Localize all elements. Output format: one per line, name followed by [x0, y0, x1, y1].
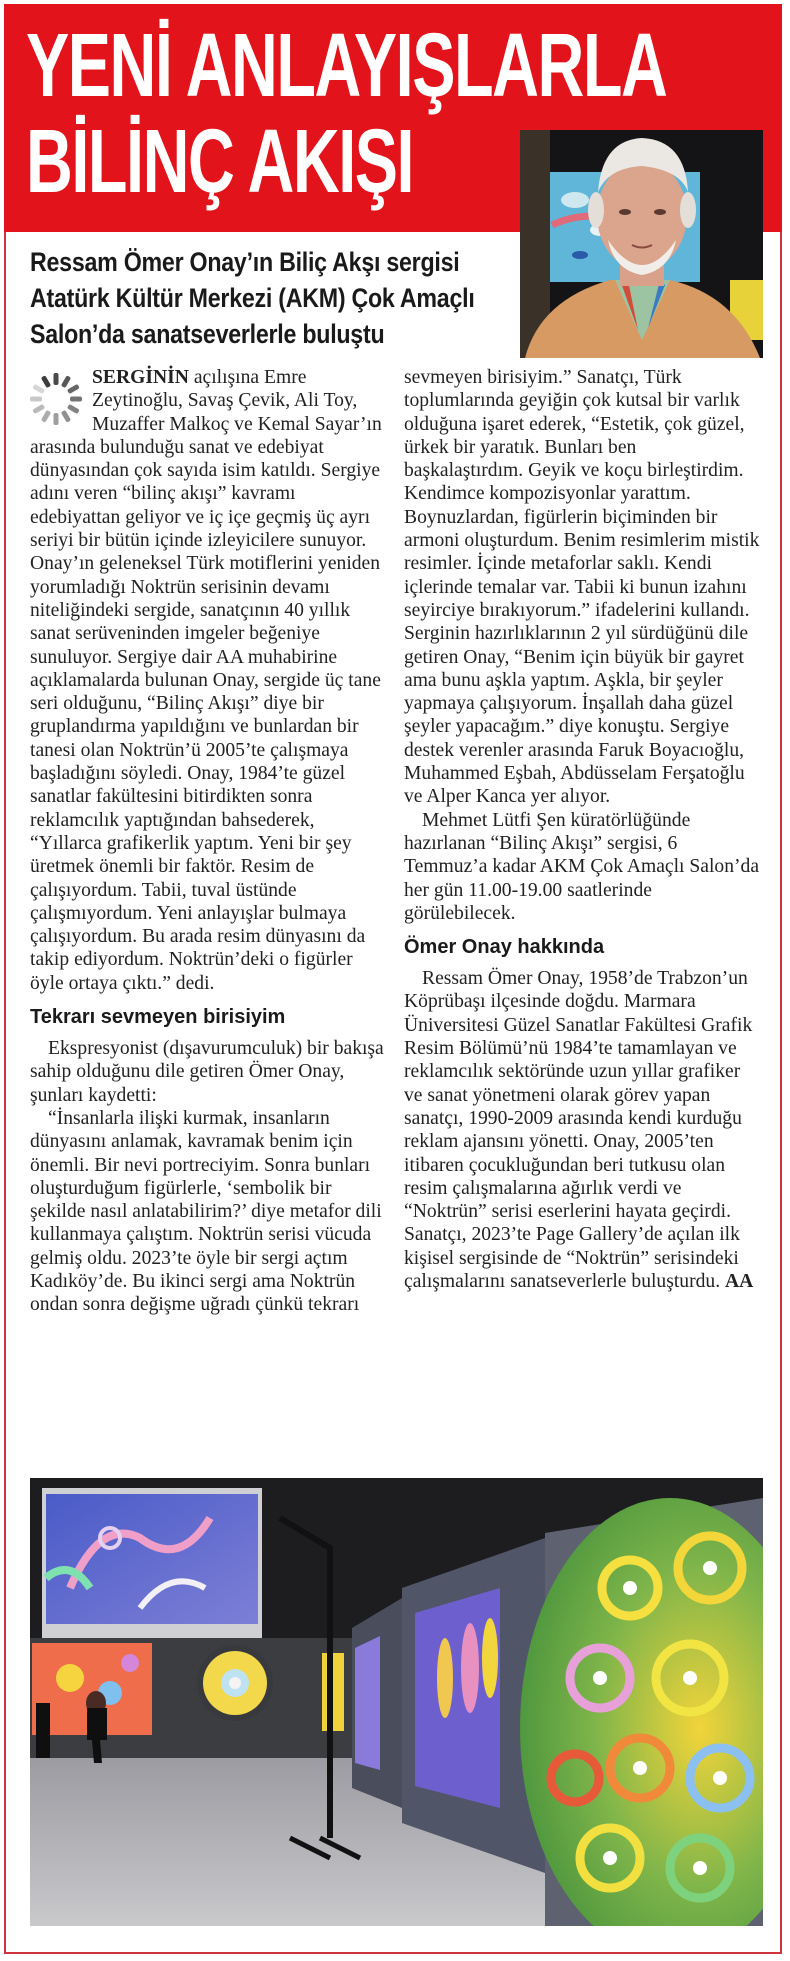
subheadline: [30, 244, 512, 352]
headline-line-2: BİLİNÇ AKIŞI: [26, 112, 414, 212]
spinner-tick: [54, 413, 59, 425]
lead-word: SERGİNİN: [92, 367, 189, 388]
portrait-photo: [520, 130, 763, 358]
headline-line-1: YENİ ANLAYIŞLARLA: [26, 16, 667, 116]
spinner-tick: [41, 410, 51, 423]
paragraph-biography-text: Ressam Ömer Onay, 1958’de Trabzon’un Köprübaşı ilçesinde doğdu. Marmara Üniversitesi Güzel Sanatlar Fakültesi Grafik Resim Bölümü’nü 1984’te tamamlayan ve reklamcılık sektöründe uzun yıllar grafiker ve sanat yönetmeni olarak görev yapan sanatçı, 1990-2009 arasında kendi kurduğu reklam ajansını yönetti. Onay, 2005’ten itibaren çocukluğundan beri tutkusu olan resim çalışmalarına ağırlık verdi ve “Noktrün” serisi eserlerini hayata geçirdi. Sanatçı, 2023’te Page Gallery’de açılan ilk kişisel sergisinde de “Noktrün” serisindeki çalışmalarını sanatseverlerle buluşturdu.: [404, 968, 753, 1292]
gallery-photo: [30, 1478, 763, 1926]
subheadline-line-1: Ressam Ömer Onay’ın Biliç Akşı sergisi: [30, 247, 460, 277]
subheadline-line-3: Salon’da sanatseverlerle buluştu: [30, 319, 385, 349]
spinner-tick: [67, 384, 80, 394]
spinner-tick: [54, 373, 59, 385]
subheading-about: Ömer Onay hakkında: [404, 936, 605, 959]
spinner-tick: [61, 410, 71, 423]
spinner-tick: [61, 375, 71, 388]
agency-credit: AA: [725, 1270, 754, 1292]
spinner-tick: [70, 397, 82, 402]
paragraph-intro: [30, 366, 386, 995]
spinner-tick: [67, 404, 80, 414]
paragraph-intro-text: açılışına Emre Zeytinoğlu, Savaş Çevik, Ali Toy, Muzaffer Malkoç ve Kemal Sayar’ın arasında bulunduğu sanat ve edebiyat dünyasından çok sayıda isim katıldı. Sergiye adını veren “bilinç akışı” kavramı edebiyattan geliyor ve iç içe geçmiş üç ayrı seriyi bir bütün içinde izleyicilere sunuyor. Onay’ın geleneksel Türk motiflerini yeniden yorumladığı Noktrün serisinin devamı niteliğindeki sergide, sanatçının 40 yıllık sanat serüveninden imgeler beğeniye sunuluyor. Sergiye dair AA muhabirine açıklamalarda bulunan Onay, sergide üç tane seri olduğunu, “Bilinç Akışı” diye bir gruplandırma yapıldığını ve bunlardan bir tanesi olan Noktrün’ü 2005’te çalışmaya başladığını söyledi. Onay, 1984’te güzel sanatlar fakültesini bitirdikten sonra reklamcılık yaptığından bahsederek, “Yıllarca grafikerlik yaptım. Yeni bir şey üretmek önemli bir faktör. Resim de çalışıyordum. Tabii, tuval üstünde çalışmıyordum. Yeni anlayışlar bulmaya çalışıyordum. Bu arada resim dünyasını da takip ediyordum. Noktrün’deki o figürler öyle ortaya çıktı.” dedi.: [30, 367, 382, 994]
portrait-illustration: [520, 130, 763, 358]
paragraph-quote: “İnsanlarla ilişki kurmak, insanların dünyasını anlamak, kavramak benim için önemli. Bir nevi portreciyim. Sonra bunları oluşturduğum figürlerle, ‘sembolik bir şekilde nasıl anlatabilirim?’ diye metafor dili kullanmaya çalıştım. Noktrün serisi vücuda gelmiş oldu. 2023’te öyle bir sergi açtım Kadıköy’de. Bu ikinci sergi ama Noktrün ondan sonra değişme uğradı çünkü tekrarı: [30, 1107, 382, 1316]
spinner-tick: [30, 397, 42, 402]
subheading-repetition: Tekrarı sevmeyen birisiyim: [30, 1006, 286, 1029]
spinner-icon: [28, 368, 84, 430]
paragraph-biography: [404, 967, 760, 1293]
article-column-right: [404, 366, 760, 1293]
gallery-illustration: [30, 1478, 763, 1926]
subheadline-line-2: Atatürk Kültür Merkezi (AKM) Çok Amaçlı: [30, 283, 475, 313]
spinner-tick: [41, 375, 51, 388]
paragraph-quote-continued: sevmeyen birisiyim.” Sanatçı, Türk toplumlarında geyiğin çok kutsal bir varlık olduğuna işaret ederek, “Estetik, çok güzel, ürkek bir yaratık. Bunları ben başkalaştırdım. Geyik ve koçu birleştirdim. Kendimce kompozisyonlar yarattım. Boynuzlardan, figürlerin biçiminden bir armoni oluşturdum. Benim resimlerim mistik resimler. İçinde metaforlar saklı. Kendi içlerinde temalar var. Tabii ki bunun izahını seyirciye bırakıyorum.” ifadelerini kullandı. Serginin hazırlıklarının 2 yıl sürdüğünü dile getiren Onay, “Benim için büyük bir gayret ama bunu aşkla yaptım. Aşkla, bir şeyler yapmaya çalışıyorum. İnşallah daha güzel şeyler yapacağım.” diye konuştu. Sergiye destek verenler arasında Faruk Boyacıoğlu, Muhammed Eşbah, Abdüsselam Ferşatoğlu ve Alper Kanca yer alıyor.: [404, 367, 760, 808]
paragraph-expressionist: Ekspresyonist (dışavurumculuk) bir bakışa sahip olduğunu dile getiren Ömer Onay, şunları kaydetti:: [30, 1038, 384, 1106]
article-column-left: [30, 366, 386, 1317]
spinner-tick: [32, 404, 45, 414]
paragraph-curator: Mehmet Lütfi Şen küratörlüğünde hazırlanan “Bilinç Akışı” sergisi, 6 Temmuz’a kadar AKM Çok Amaçlı Salon’da her gün 11.00-19.00 saatlerinde görülebilecek.: [404, 809, 760, 924]
spinner-tick: [32, 384, 45, 394]
